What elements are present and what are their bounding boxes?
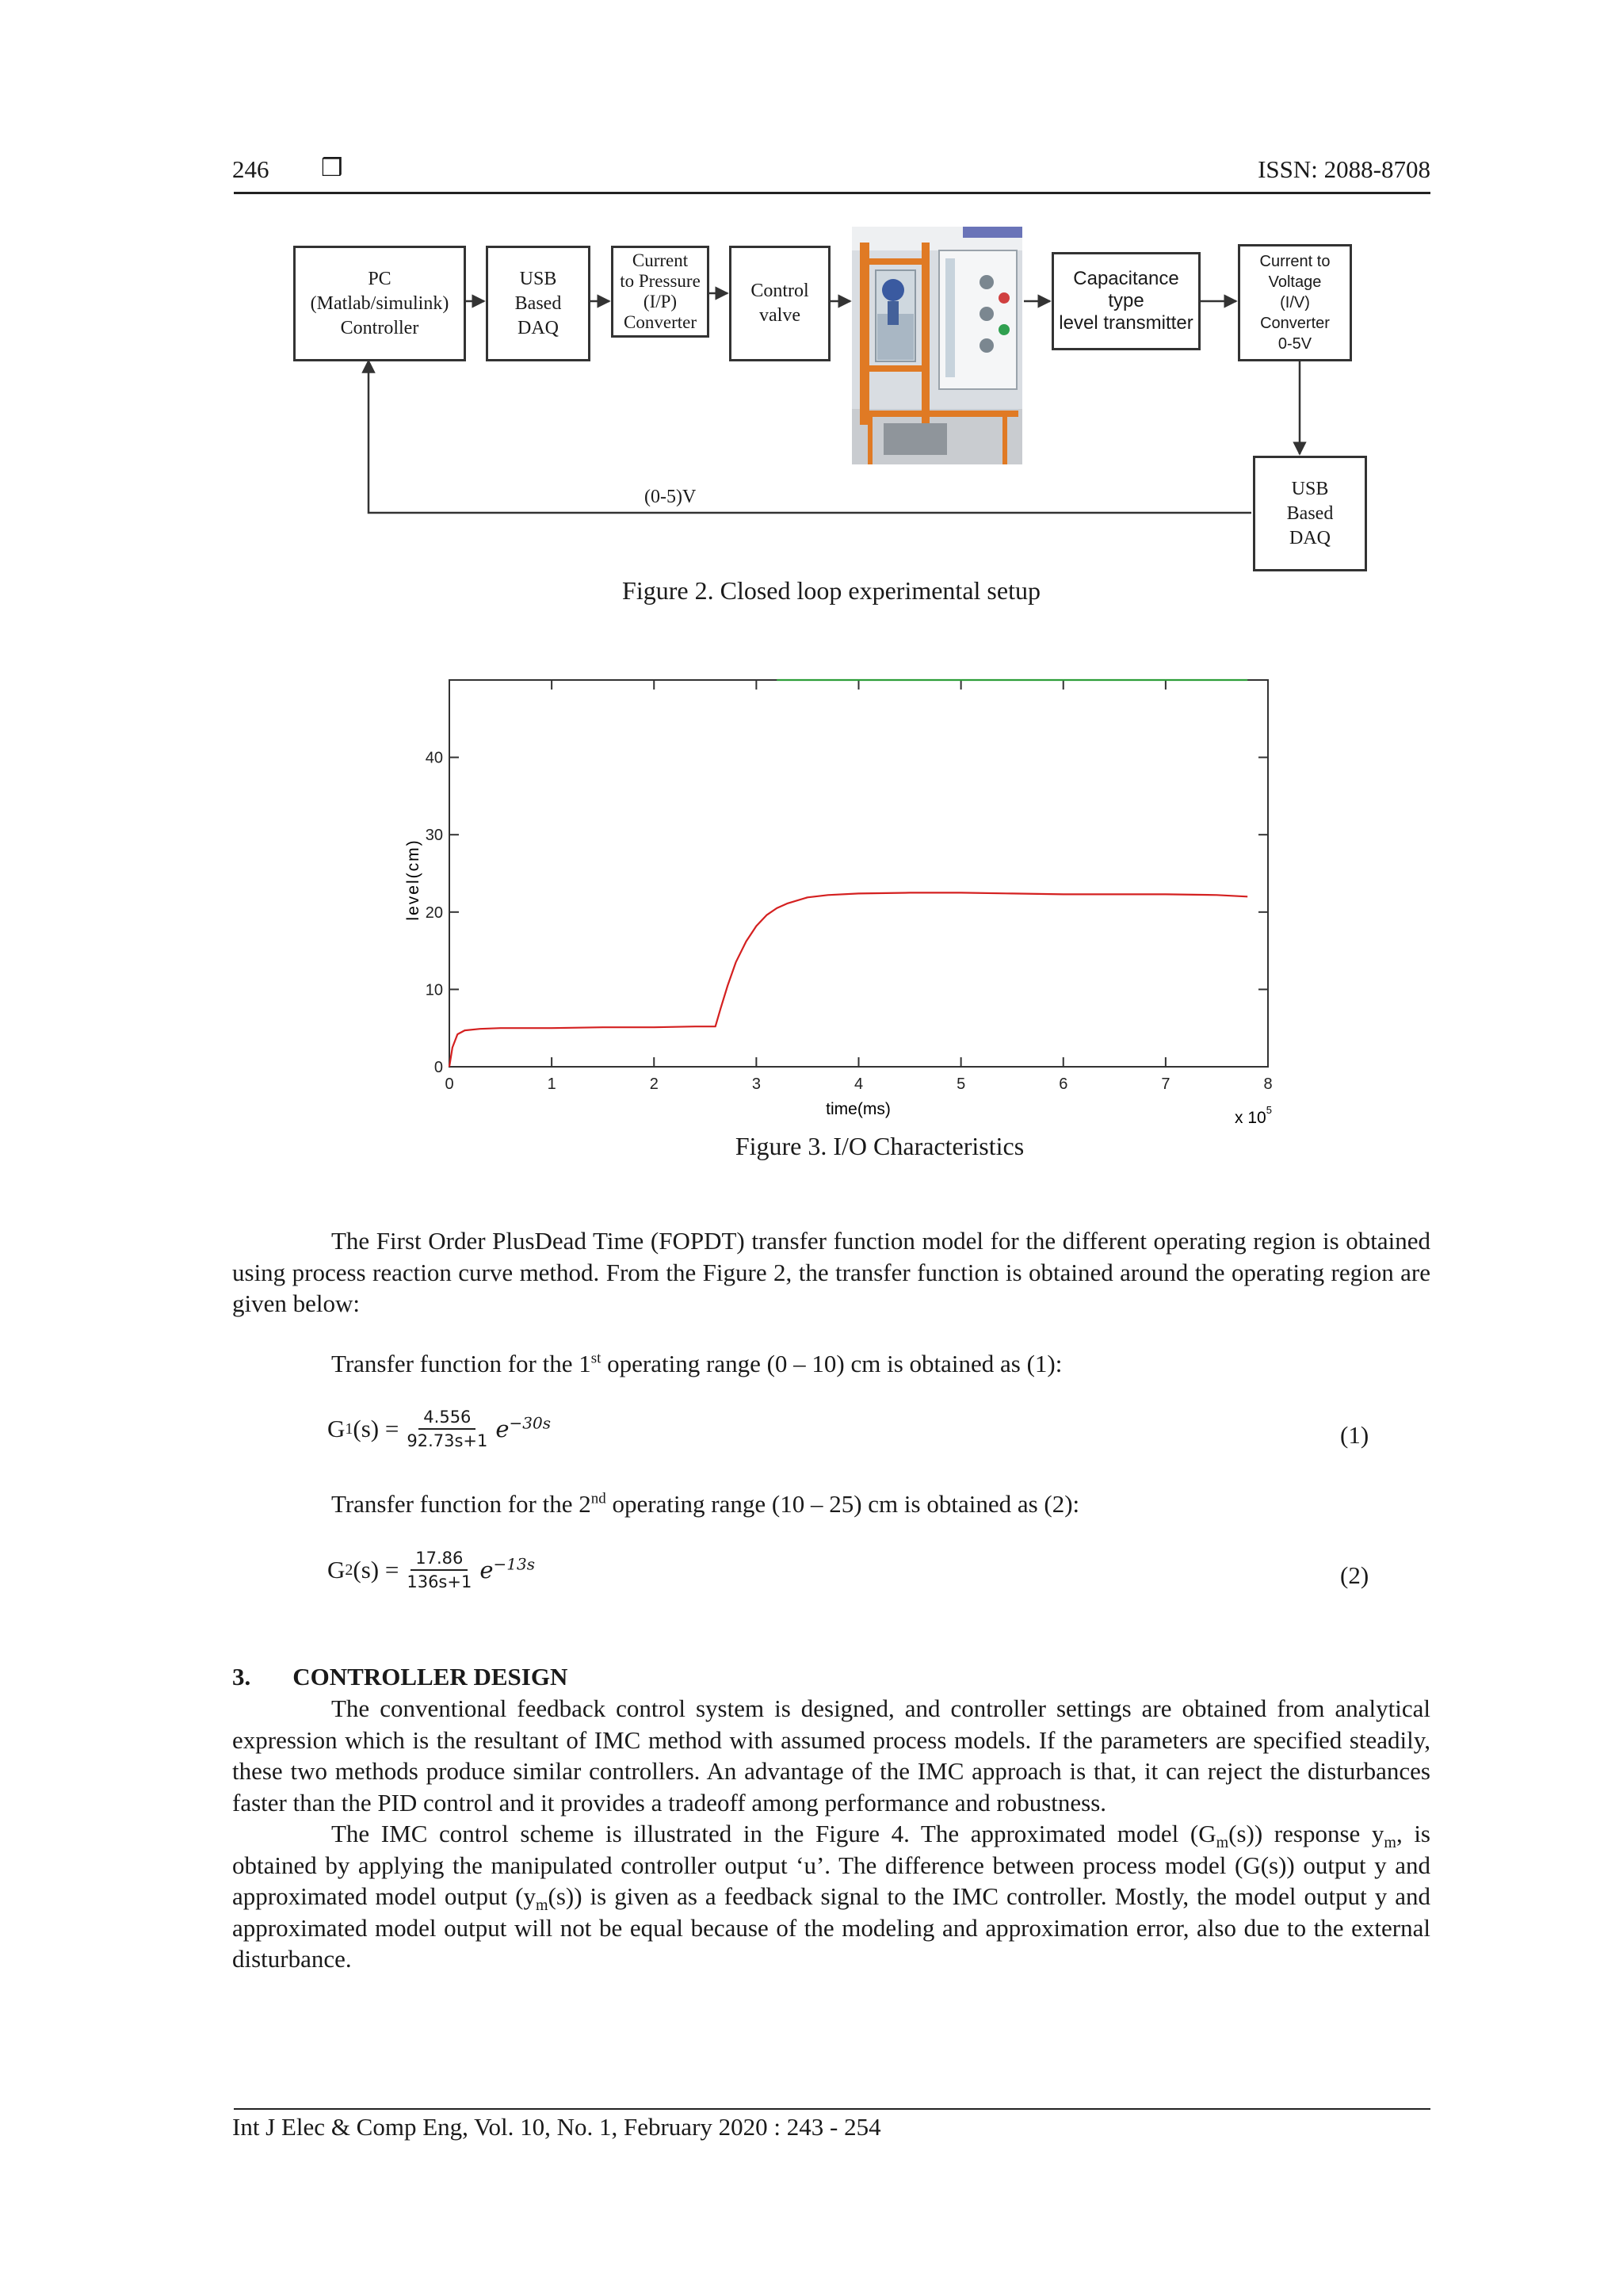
eq1-e: e: [495, 1415, 510, 1442]
y-tick-label: 10: [425, 981, 443, 999]
eq1-exponential: [495, 1415, 551, 1442]
footer-rule: [234, 2108, 1430, 2110]
block-line: Converter: [624, 312, 697, 332]
x-tick-label: 0: [445, 1075, 454, 1093]
p3-b: (s)) response y: [1228, 1820, 1384, 1847]
y-tick-label: 0: [433, 1059, 443, 1076]
block-line: Based: [1286, 502, 1334, 524]
figure3-caption: Figure 3. I/O Characteristics: [735, 1132, 1025, 1160]
block-line: Control: [750, 281, 809, 301]
page-number: 246: [232, 155, 269, 183]
tf2-intro-sup: nd: [590, 1490, 606, 1507]
paragraph-text: The conventional feedback control system is designed, and controller settings are obtained from analytical expression which is the resultant of IMC method with assumed process models. If the parameters are specified steadily, these two methods produce similar controllers. An advantage of the IMC approach is that, it can reject the disturbances faster than the PID control and it provides a tradeoff among performance and robustness.: [232, 1694, 1430, 1817]
equation-2-tag: (2): [1340, 1561, 1369, 1589]
x-tick-label: 6: [1059, 1075, 1068, 1093]
eq2-lhs-tail: (s) =: [353, 1556, 399, 1584]
x-tick-label: 8: [1263, 1075, 1273, 1093]
y-tick-label: 40: [425, 749, 443, 767]
tf2-intro-b: operating range (10 – 25) cm is obtained as (2):: [605, 1490, 1080, 1518]
p3-c-sub: m: [535, 1897, 548, 1915]
tf1-intro: [331, 1350, 1062, 1378]
eq2-num: 17.86: [411, 1549, 468, 1571]
equation-1-tag: (1): [1340, 1421, 1369, 1449]
eq2-lhs: G: [327, 1556, 346, 1584]
paragraph-text: The First Order PlusDead Time (FOPDT) transfer function model for the different operating region is obtained using process reaction curve method. From the Figure 2, the transfer function is obtained around the operating region are given below:: [232, 1227, 1430, 1317]
p3-d: (s)) is given as a feedback signal to the IMC controller. Mostly, the model output y and approximated model output will not be equal because of the modeling and approximation error, also due to the external disturbance.: [232, 1882, 1430, 1973]
eq2-exponential: [479, 1554, 535, 1584]
eq1-den: 92.73s+1: [407, 1431, 488, 1450]
block-line: DAQ: [517, 317, 559, 338]
figure2-caption: Figure 2. Closed loop experimental setup: [622, 576, 1041, 605]
footer-citation: Int J Elec & Comp Eng, Vol. 10, No. 1, February 2020 : 243 - 254: [232, 2113, 881, 2141]
plot-frame: [449, 680, 1268, 1067]
eq1-num: 4.556: [418, 1408, 475, 1430]
eq2-den: 136s+1: [407, 1572, 472, 1591]
block-line: USB: [1291, 478, 1329, 499]
block-line: Controller: [340, 317, 419, 338]
box-glyph-icon: ❒: [321, 154, 343, 182]
block-line: valve: [759, 305, 800, 326]
block-line: Current to: [1259, 253, 1331, 270]
x-tick-label: 4: [854, 1075, 864, 1093]
tf1-intro-sup: st: [590, 1350, 601, 1367]
x-multiplier-base: x 10: [1235, 1109, 1266, 1127]
tf1-intro-a: Transfer function for the 1: [331, 1350, 591, 1377]
x-tick-label: 5: [957, 1075, 966, 1093]
tf2-intro-a: Transfer function for the 2: [331, 1490, 591, 1518]
eq2-exp: −13s: [493, 1554, 535, 1574]
block-line: (I/V): [1280, 294, 1310, 311]
block-line: USB: [519, 268, 557, 289]
block-line: Converter: [1260, 315, 1330, 332]
block-line: Voltage: [1268, 273, 1322, 291]
issn: ISSN: 2088-8708: [1258, 155, 1430, 183]
eq2-fraction: [402, 1549, 476, 1591]
tf2-intro: [331, 1490, 1079, 1519]
p3-a: The IMC control scheme is illustrated in the Figure 4. The approximated model (G: [331, 1820, 1216, 1847]
p3-c: , is obtained by applying the manipulated controller output ‘u’. The difference between process model (G(s)) output y and approximated model output (y: [232, 1820, 1430, 1910]
x-axis-label: time(ms): [826, 1100, 891, 1118]
y-tick-label: 30: [425, 827, 443, 845]
x-multiplier: [1235, 1104, 1272, 1127]
y-axis-label: level(cm): [404, 839, 422, 921]
diagram-connectors: [0, 0, 1623, 634]
eq1-fraction: [402, 1408, 492, 1450]
block-line: Based: [514, 292, 562, 314]
eq2-e: e: [479, 1557, 494, 1584]
eq1-lhs-tail: (s) =: [353, 1415, 399, 1442]
x-tick-label: 7: [1161, 1075, 1170, 1093]
block-line: (Matlab/simulink): [310, 292, 449, 314]
tf1-intro-b: operating range (0 – 10) cm is obtained as (1):: [601, 1350, 1063, 1377]
block-line: PC: [368, 268, 391, 289]
section-body: [232, 1693, 1430, 1975]
p3-b-sub: m: [1384, 1834, 1396, 1852]
equation-1: G 1 (s) = $\frac{4.556}{92.73s+1}$ $e^{-30s}$: [327, 1408, 552, 1450]
y-tick-label: 20: [425, 904, 443, 922]
x-tick-label: 1: [547, 1075, 556, 1093]
x-tick-label: 2: [649, 1075, 659, 1093]
section-title: CONTROLLER DESIGN: [292, 1663, 568, 1690]
x-tick-label: 3: [751, 1075, 761, 1093]
block-line: Capacitance type: [1073, 268, 1179, 311]
block-line: DAQ: [1289, 527, 1331, 548]
block-line: level transmitter: [1059, 312, 1193, 334]
paragraph-fopdt: [232, 1225, 1430, 1320]
eq1-exp: −30s: [509, 1413, 552, 1433]
p3-a-sub: m: [1216, 1834, 1229, 1852]
section-heading: [232, 1663, 567, 1691]
eq1-lhs: G: [327, 1415, 346, 1442]
x-multiplier-exp: 5: [1266, 1104, 1272, 1116]
block-line: 0-5V: [1277, 335, 1312, 353]
io-characteristics-chart: [396, 666, 1316, 1133]
section-number: 3.: [232, 1663, 251, 1690]
paragraph-imc: [232, 1818, 1430, 1975]
block-line: to Pressure: [620, 271, 701, 291]
equation-2: G 2 (s) = $\frac{17.86}{136s+1}$ $e^{-13s}$: [327, 1549, 535, 1591]
block-line: Current: [632, 250, 689, 270]
block-line: (I/P): [643, 292, 678, 311]
feedback-label: (0-5)V: [644, 487, 697, 507]
